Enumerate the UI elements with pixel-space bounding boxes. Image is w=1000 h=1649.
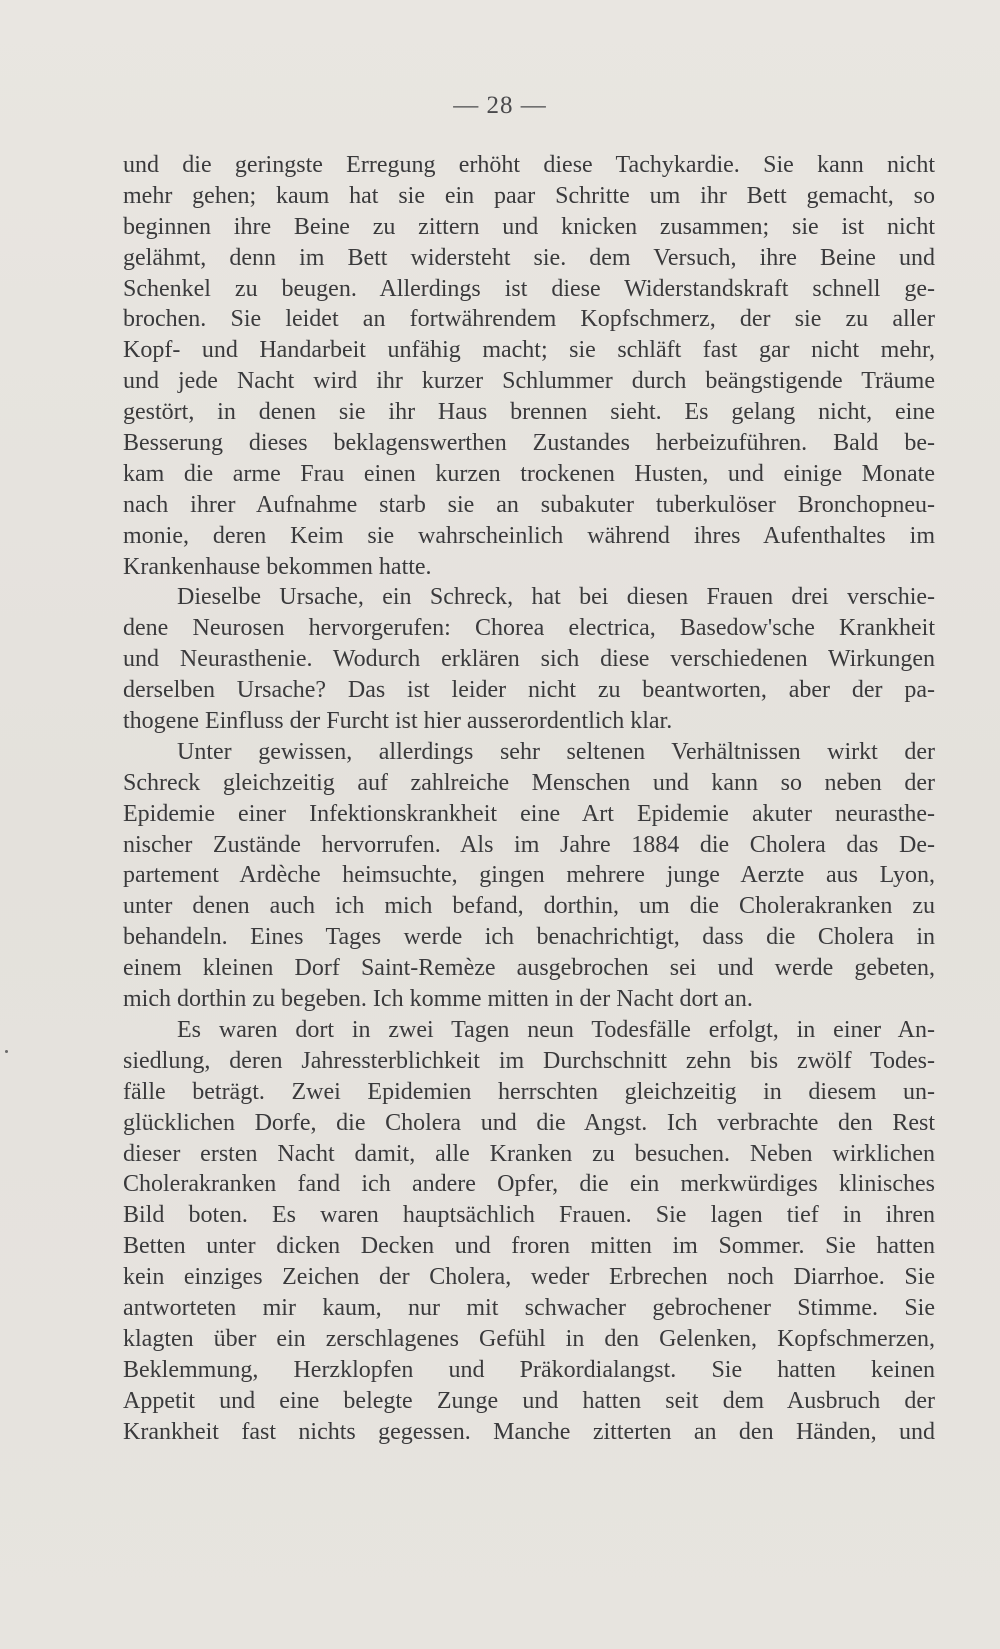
text-line: Beklemmung, Herzklopfen und Präkordialangst. Sie hatten keinen: [123, 1356, 935, 1383]
text-line: antworteten mir kaum, nur mit schwacher gebrochener Stimme. Sie: [123, 1294, 935, 1321]
text-line: Appetit und eine belegte Zunge und hatten seit dem Ausbruch der: [123, 1387, 935, 1414]
text-line: Epidemie einer Infektionskrankheit eine Art Epidemie akuter neurasthe-: [123, 800, 935, 827]
text-line: Betten unter dicken Decken und froren mitten im Sommer. Sie hatten: [123, 1233, 935, 1260]
text-line: Es waren dort in zwei Tagen neun Todesfälle erfolgt, in einer An-: [177, 1016, 935, 1043]
text-line: kein einziges Zeichen der Cholera, weder Erbrechen noch Diarrhoe. Sie: [123, 1264, 935, 1291]
page-number: — 28 —: [453, 92, 547, 119]
text-line: Kopf- und Handarbeit unfähig macht; sie schläft fast gar nicht mehr,: [123, 337, 935, 364]
margin-mark: [5, 1050, 8, 1053]
text-line: partement Ardèche heimsuchte, gingen mehrere junge Aerzte aus Lyon,: [123, 862, 935, 889]
text-line: Krankenhause bekommen hatte.: [123, 553, 432, 580]
text-line: klagten über ein zerschlagenes Gefühl in den Gelenken, Kopfschmerzen,: [123, 1325, 935, 1352]
text-line: kam die arme Frau einen kurzen trockenen Husten, und einige Monate: [123, 460, 935, 487]
text-line: Unter gewissen, allerdings sehr seltenen Verhältnissen wirkt der: [177, 738, 935, 765]
text-line: nach ihrer Aufnahme starb sie an subakuter tuberkulöser Bronchopneu-: [123, 491, 935, 518]
text-line: Cholerakranken fand ich andere Opfer, die ein merkwürdiges klinisches: [123, 1171, 935, 1198]
text-line: siedlung, deren Jahressterblichkeit im Durchschnitt zehn bis zwölf Todes-: [123, 1047, 935, 1074]
text-line: Schenkel zu beugen. Allerdings ist diese Widerstandskraft schnell ge-: [123, 275, 935, 302]
text-line: und Neurasthenie. Wodurch erklären sich diese verschiedenen Wirkungen: [123, 646, 935, 673]
text-line: Krankheit fast nichts gegessen. Manche zitterten an den Händen, und: [123, 1418, 935, 1445]
text-line: dieser ersten Nacht damit, alle Kranken zu besuchen. Neben wirklichen: [123, 1140, 935, 1167]
text-line: glücklichen Dorfe, die Cholera und die Angst. Ich verbrachte den Rest: [123, 1109, 935, 1136]
text-line: und die geringste Erregung erhöht diese Tachykardie. Sie kann nicht: [123, 152, 935, 178]
text-line: beginnen ihre Beine zu zittern und knicken zusammen; sie ist nicht: [123, 213, 935, 240]
text-line: Bild boten. Es waren hauptsächlich Frauen. Sie lagen tief in ihren: [123, 1202, 935, 1229]
text-line: Schreck gleichzeitig auf zahlreiche Menschen und kann so neben der: [123, 769, 935, 796]
text-line: mich dorthin zu begeben. Ich komme mitten in der Nacht dort an.: [123, 986, 753, 1013]
text-line: Besserung dieses beklagenswerthen Zustandes herbeizuführen. Bald be-: [123, 430, 935, 457]
text-line: unter denen auch ich mich befand, dorthin, um die Cholerakranken zu: [123, 893, 935, 920]
text-line: fälle beträgt. Zwei Epidemien herrschten gleichzeitig in diesem un-: [123, 1078, 935, 1105]
text-line: gelähmt, denn im Bett widersteht sie. dem Versuch, ihre Beine und: [123, 244, 935, 271]
text-line: mehr gehen; kaum hat sie ein paar Schritte um ihr Bett gemacht, so: [123, 182, 935, 209]
body-text: [123, 150, 935, 1447]
text-line: brochen. Sie leidet an fortwährendem Kopfschmerz, der sie zu aller: [123, 306, 935, 333]
text-line: nischer Zustände hervorrufen. Als im Jahre 1884 die Cholera das De-: [123, 831, 935, 858]
text-line: dene Neurosen hervorgerufen: Chorea electrica, Basedow'sche Krankheit: [123, 615, 935, 642]
text-line: einem kleinen Dorf Saint-Remèze ausgebrochen sei und werde gebeten,: [123, 955, 935, 982]
text-line: derselben Ursache? Das ist leider nicht zu beantworten, aber der pa-: [123, 677, 935, 704]
text-line: und jede Nacht wird ihr kurzer Schlummer durch beängstigende Träume: [123, 368, 935, 395]
text-line: monie, deren Keim sie wahrscheinlich während ihres Aufenthaltes im: [123, 522, 935, 549]
text-line: Dieselbe Ursache, ein Schreck, hat bei diesen Frauen drei verschie-: [177, 584, 935, 611]
text-line: behandeln. Eines Tages werde ich benachrichtigt, dass die Cholera in: [123, 924, 935, 951]
text-line: thogene Einfluss der Furcht ist hier ausserordentlich klar.: [123, 708, 673, 735]
text-line: gestört, in denen sie ihr Haus brennen sieht. Es gelang nicht, eine: [123, 399, 935, 426]
